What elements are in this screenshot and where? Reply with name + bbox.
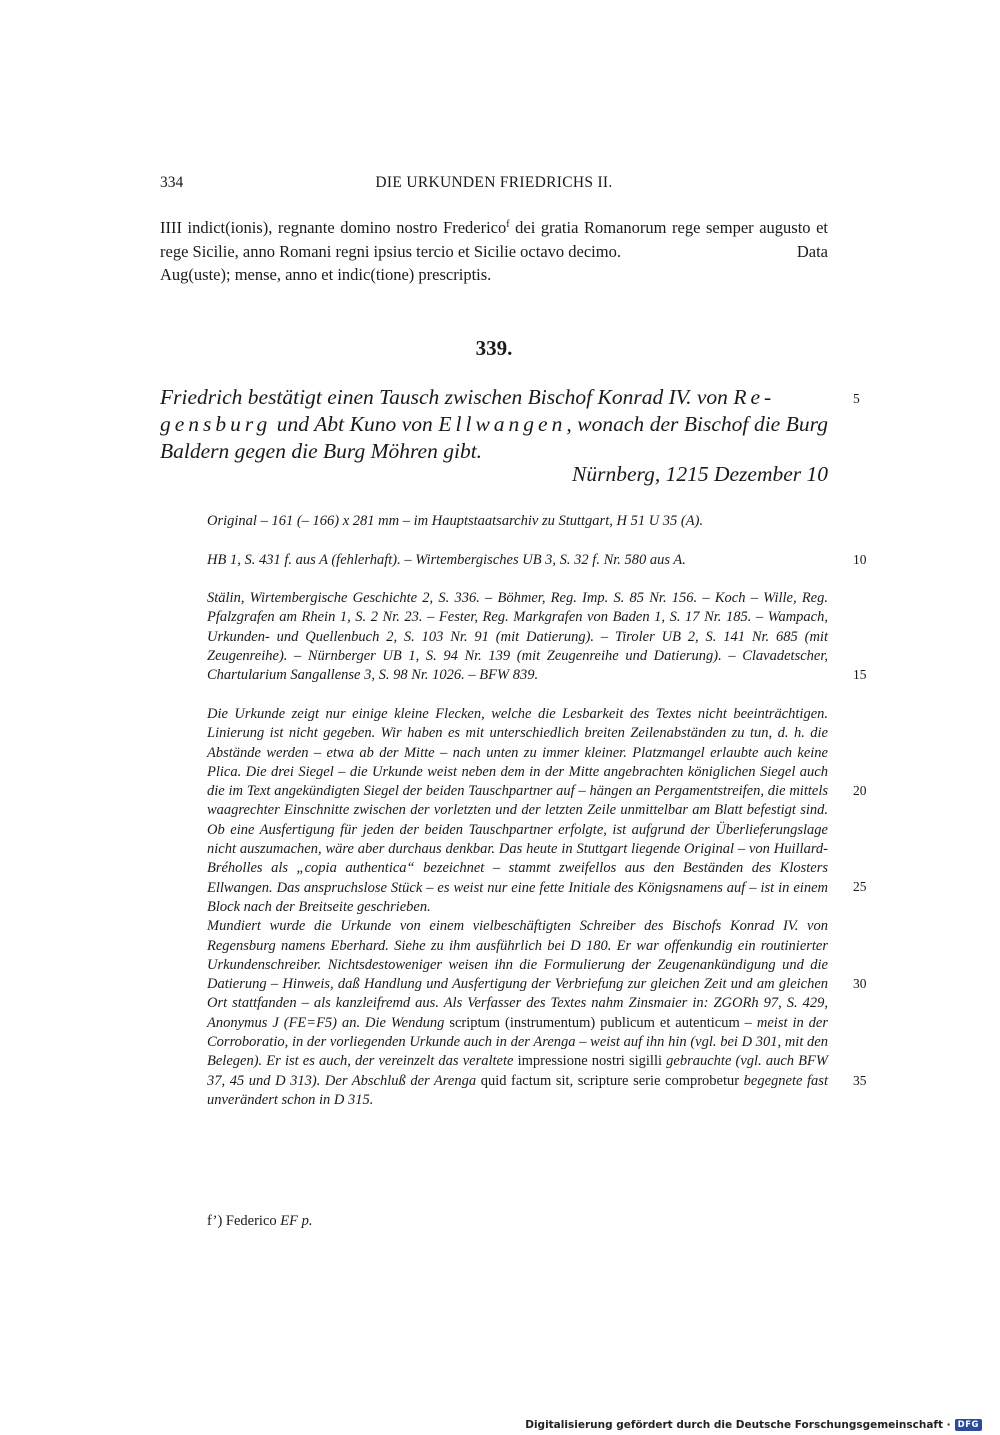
line-number: 15: [853, 667, 867, 682]
line-number: 35: [853, 1073, 867, 1088]
quote-quid-factum: quid factum sit, scripture serie comprobetur: [480, 1072, 740, 1089]
commentary-paragraph-2: [207, 917, 828, 1110]
footnote-siglum: EF p.: [280, 1213, 313, 1229]
commentary: [207, 705, 828, 1110]
regest-text-3: , wonach der Bischof die Burg Baldern gegen die Burg Möhren gibt.: [160, 412, 828, 463]
place-regensburg-1: Re-: [733, 385, 776, 409]
dfg-text: Digitalisierung gefördert durch die Deutsche Forschungsgemeinschaft ·: [525, 1419, 951, 1431]
footnote-label: f’): [207, 1213, 223, 1229]
original-note: [207, 512, 828, 531]
line-number: 20: [853, 783, 867, 798]
quote-impressione: impressione nostri sigilli: [517, 1053, 663, 1070]
footnote-text: Federico: [222, 1213, 281, 1229]
commentary-text-c: – meist in der Corroboratio, in der vorliegenden Urkunde auch in der Arenga – weist auf ihn hin (vgl. bei D 301, mit den Belegen). Er ist es auch, der vereinzelt das veraltete: [207, 1014, 829, 1070]
regesta-text: Stälin, Wirtembergische Geschichte 2, S. 336. – Böhmer, Reg. Imp. S. 85 Nr. 156. – Koch – Wille, Reg. Pfalzgrafen am Rhein 1, S. 2 Nr. 23. – Fester, Reg. Markgrafen von Baden 1, S. 17 Nr. 185. – Wampach, Urkunden- und Quellenbuch 2, S. 103 Nr. 91 (mit Datierung). – Tiroler UB 2, S. 141 Nr. 685 (mit Zeugenreihe). – Nürnberger UB 1, S. 94 Nr. 139 (mit Zeugenreihe und Datierung). – Clavadetscher, Chartularium Sangallense 3, S. 98 Nr. 1026. – BFW 839.: [207, 590, 828, 684]
line-number: 25: [853, 879, 867, 894]
running-title: DIE URKUNDEN FRIEDRICHS II.: [375, 174, 613, 191]
place-ellwangen: Ellwangen: [438, 412, 567, 436]
line-number: 10: [853, 552, 867, 567]
line-number: 5: [853, 391, 860, 406]
opening-text: [160, 216, 828, 287]
opening-text-1: IIII indict(ionis), regnante domino nostro Frederico: [160, 218, 507, 237]
page-number: 334: [160, 174, 184, 191]
document-number: 339.: [475, 336, 513, 360]
regest-text-1: Friedrich bestätigt einen Tausch zwischen Bischof Konrad IV. von: [160, 385, 734, 409]
prints-note: [207, 551, 828, 570]
commentary-text-e: gebrauchte (vgl. auch BFW 37, 45 und D 313). Der Abschluß der Arenga: [207, 1053, 828, 1089]
place-regensburg-2: gensburg: [160, 412, 272, 436]
commentary-paragraph-1: Die Urkunde zeigt nur einige kleine Flecken, welche die Lesbarkeit des Textes nicht beeinträchtigen. Linierung ist nicht gegeben. Wir haben es mit unterschiedlich breiten Zeilenabständen zu tun, d. h. die Abstände werden – etwa ab der Mitte – nach unten zu immer kleiner. Platzmangel erlaubte auch keine Plica. Die drei Siegel – die Urkunde weist neben dem in der Mitte angebrachten königlichen Siegel auch die im Text angekündigten Siegel der beiden Tauschpartner auf – hängen an Pergamentstreifen, die mittels waagrechter Einschnitte zwischen der vorletzten und der letzten Zeile unmittelbar am Blatt befestigt sind. Ob eine Ausfertigung für jeden der beiden Tauschpartner erfolgte, ist aufgrund der Überlieferungslage nicht auszumachen, wäre aber durchaus denkbar. Das heute in Stuttgart liegende Original – von Huillard-Bréholles als „copia authentica“ bezeichnet – stammt zweifellos aus den Beständen des Klosters Ellwangen. Das anspruchslose Stück – es weist nur eine fette Initiale des Königsnamens auf – ist in einem Block nach der Breitseite geschrieben.: [207, 706, 828, 915]
commentary-text-g: begegnete fast unverändert schon in D 315.: [207, 1072, 828, 1108]
original-text: Original – 161 (– 166) x 281 mm – im Hauptstaatsarchiv zu Stuttgart, H 51 U 35 (A).: [207, 513, 704, 529]
running-head: [160, 174, 828, 196]
quote-scriptum: scriptum (instrumentum) publicum et autenticum: [449, 1014, 740, 1031]
footnote: [207, 1213, 313, 1230]
commentary-text-a: Mundiert wurde die Urkunde von einem vielbeschäftigten Schreiber des Bischofs Konrad IV. von Regensburg namens Eberhard. Siehe zu ihm ausführlich bei D 180. Er war offenkundig ein routinierter Urkundenschreiber. Nichtsdestoweniger weisen ihn die Formulierung der Zeugenankündigung und die Datierung – Hinweis, daß Handlung und Ausfertigung der Verbriefung zur gleichen Zeit und am gleichen Ort stattfanden – als kanzleifremd aus. Als Verfasser des Textes nahm Zinsmaier in: ZGORh 97, S. 429, Anonymus J (FE=F5) an. Die Wendung: [207, 918, 828, 1031]
line-number: 30: [853, 976, 867, 991]
regest-text-2: und Abt Kuno von: [271, 412, 439, 436]
data-word: Data: [796, 241, 828, 261]
dateline: Nürnberg, 1215 Dezember 10: [572, 462, 828, 486]
dfg-logo: DFG: [955, 1419, 982, 1431]
dfg-notice: [525, 1419, 982, 1431]
regest: [160, 384, 828, 465]
footnote-mark: f: [506, 219, 510, 230]
prints-text: HB 1, S. 431 f. aus A (fehlerhaft). – Wirtembergisches UB 3, S. 32 f. Nr. 580 aus A.: [207, 552, 686, 568]
regesta-note: [207, 589, 828, 685]
opening-paragraph: [160, 216, 828, 263]
opening-line-3: Aug(uste); mense, anno et indic(tione) prescriptis.: [160, 265, 492, 284]
opening-text-2: dei gratia Romanorum rege semper augusto et rege Sicilie, anno Romani regni ipsius tercio et Sicilie octavo decimo.: [160, 218, 828, 261]
